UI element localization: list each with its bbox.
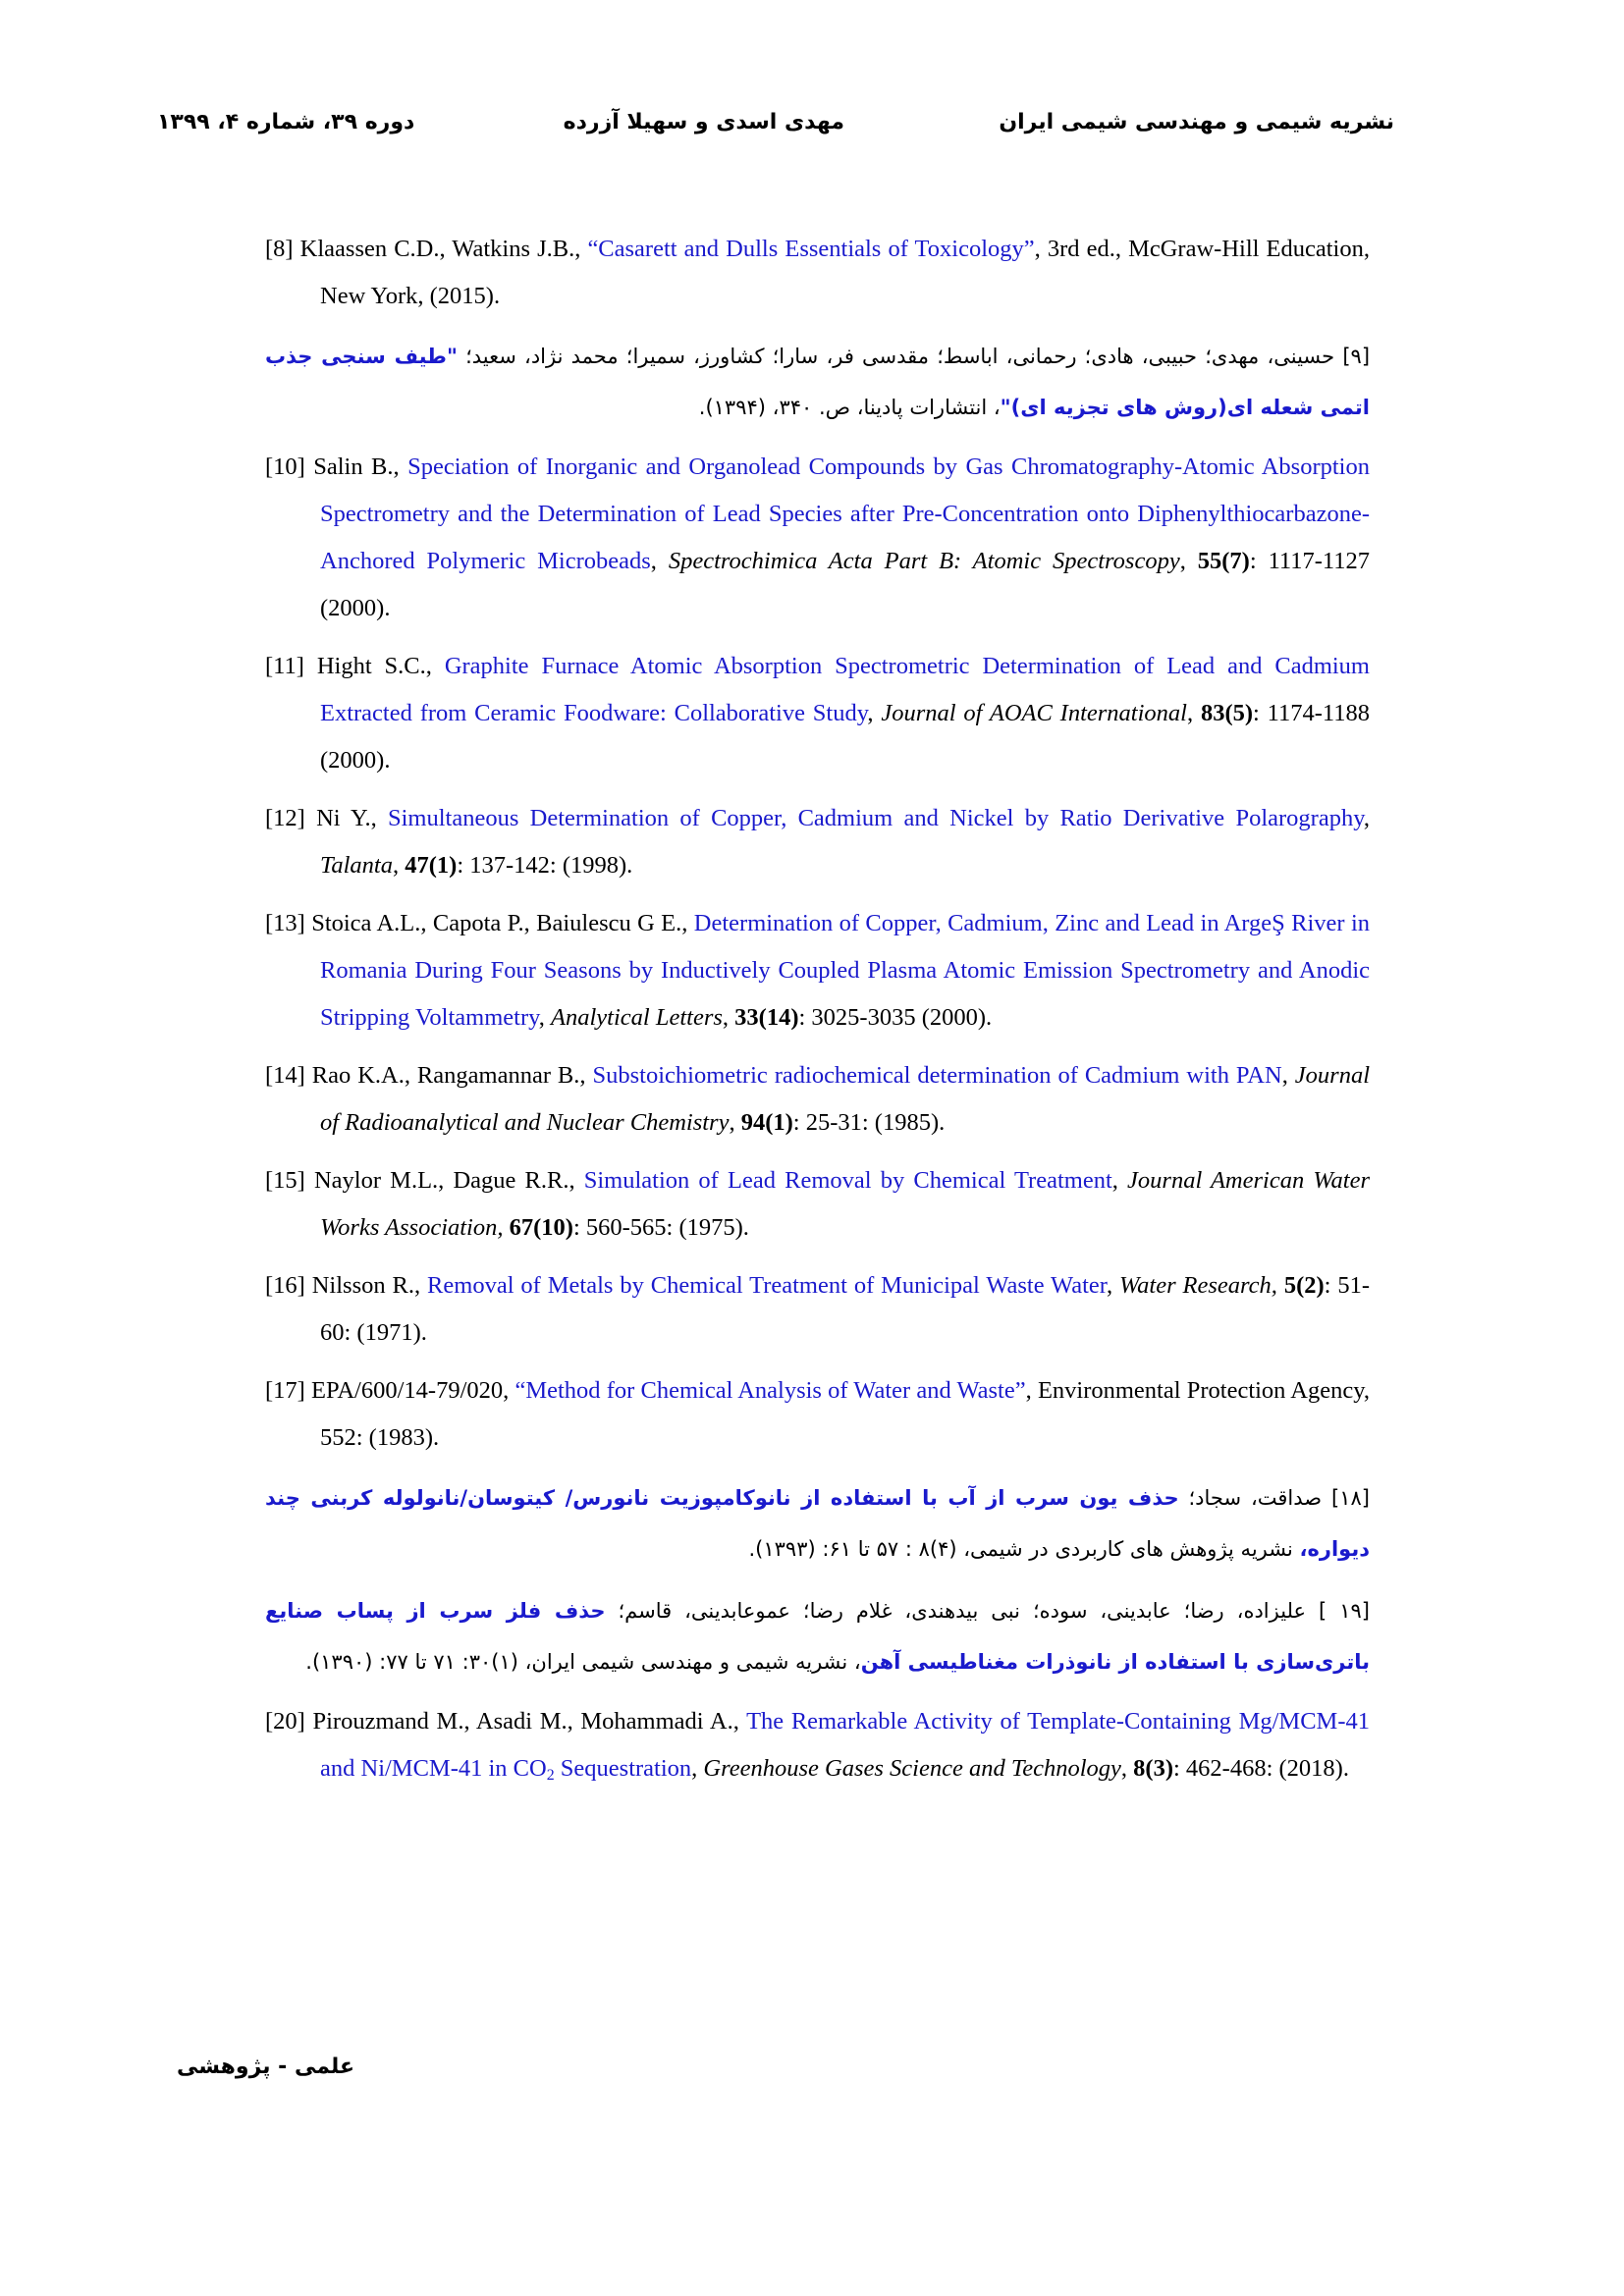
reference-item-19: [265, 1585, 1370, 1687]
reference-item-13: [265, 900, 1370, 1041]
ref-title-link[interactable]: Removal of Metals by Chemical Treatment of Municipal Waste Water: [427, 1272, 1107, 1299]
ref-authors: Ni Y.,: [304, 805, 388, 831]
reference-item-10: [265, 444, 1370, 632]
ref-title-subscript: 2: [546, 1766, 555, 1784]
reference-item-18: [265, 1472, 1370, 1575]
ref-journal: Journal American Water Works Association,: [320, 1167, 1370, 1241]
ref-title-link[interactable]: Simulation of Lead Removal by Chemical Treatment: [583, 1167, 1112, 1194]
ref-volume: 5(2): [1276, 1272, 1325, 1299]
ref-rest: , 3rd ed., McGraw-Hill Education, New York, (2015).: [320, 236, 1370, 309]
ref-volume: 83(5): [1200, 700, 1254, 726]
ref-authors: EPA/600/14-79/020,: [304, 1377, 515, 1404]
ref-number: [13]: [265, 910, 305, 936]
ref-volume: 94(1): [740, 1109, 793, 1136]
ref-pages: : 1174-1188 (2000).: [320, 700, 1371, 774]
ref-title-link[interactable]: “Casarett and Dulls Essentials of Toxicology”: [587, 236, 1035, 262]
ref-pages: : 560-565: (1975).: [572, 1214, 749, 1241]
ref-title-part: Sequestration: [554, 1755, 692, 1782]
ref-authors: Rao K.A., Rangamannar B.,: [304, 1062, 593, 1089]
ref-authors: Hight S.C.,: [303, 653, 445, 679]
ref-title-link[interactable]: Simultaneous Determination of Copper, Cadmium and Nickel by Ratio Derivative Polarography: [387, 805, 1364, 831]
ref-authors: Salin B.,: [304, 454, 408, 480]
header-issue: دوره ۳۹، شماره ۴، ۱۳۹۹: [157, 110, 415, 134]
ref-number: [۱۹ ]: [1319, 1599, 1370, 1623]
ref-separator: ,: [1179, 548, 1198, 574]
ref-authors: صداقت، سجاد؛: [1178, 1486, 1332, 1510]
ref-authors: Naylor M.L., Dague R.R.,: [304, 1167, 584, 1194]
ref-authors: Stoica A.L., Capota P., Baiulescu G E.,: [304, 910, 694, 936]
ref-number: [12]: [265, 805, 305, 831]
reference-item-9: [265, 331, 1370, 433]
ref-title-link[interactable]: “Method for Chemical Analysis of Water and Waste”: [514, 1377, 1026, 1404]
reference-item-12: [265, 795, 1370, 889]
ref-volume: 47(1): [405, 852, 458, 879]
ref-volume: 67(10): [503, 1214, 573, 1241]
ref-authors: Pirouzmand M., Asadi M., Mohammadi A.,: [304, 1708, 747, 1735]
ref-number: [۱۸]: [1331, 1486, 1370, 1510]
ref-rest: ، نشریه شیمی و مهندسی شیمی ایران، (۱)۳۰: ۷۱ تا ۷۷: (۱۳۹۰).: [305, 1650, 861, 1674]
ref-volume: 33(14): [734, 1004, 799, 1031]
ref-authors: علیزاده، رضا؛ عابدینی، سوده؛ نبی بیدهندی، غلام رضا؛ عموعابدینی، قاسم؛: [605, 1599, 1320, 1623]
ref-journal: Journal of AOAC International: [881, 700, 1187, 726]
ref-separator: ,: [1106, 1272, 1119, 1299]
ref-pages: : 3025-3035 (2000).: [798, 1004, 993, 1031]
header-journal-name: نشریه شیمی و مهندسی شیمی ایران: [999, 110, 1394, 134]
ref-journal: Analytical Letters: [551, 1004, 723, 1031]
ref-journal: Talanta: [320, 852, 393, 879]
reference-item-16: [265, 1262, 1370, 1357]
ref-title-link[interactable]: Determination of Copper, Cadmium, Zinc and Lead in ArgeŞ River in Romania During Four Seasons by Inductively Coupled Plasma Atomic Emission Spectrometry and Anodic Stripping Voltammetry: [320, 910, 1370, 1031]
ref-separator: ,: [722, 1004, 735, 1031]
ref-number: [17]: [265, 1377, 305, 1404]
ref-number: [15]: [265, 1167, 305, 1194]
ref-rest: نشریه پژوهش های کاربردی در شیمی، (۴)۸ : ۵۷ تا ۶۱: (۱۳۹۳).: [748, 1537, 1300, 1561]
ref-title-link[interactable]: Speciation of Inorganic and Organolead Compounds by Gas Chromatography-Atomic Absorption Spectrometry and the Determination of Lead Species after Pre-Concentration onto Diphenylthiocarbazone-Anchored Polymeric Microbeads: [320, 454, 1370, 574]
reference-item-8: [265, 226, 1370, 320]
ref-title-part: The Remarkable Activity of Template-Containing Mg/MCM-41 and Ni/MCM-41 in CO: [320, 1708, 1370, 1782]
ref-separator: ,: [729, 1109, 741, 1136]
ref-separator: ,: [1281, 1062, 1295, 1089]
ref-pages: : 462-468: (2018).: [1172, 1755, 1349, 1782]
ref-pages: : 25-31: (1985).: [792, 1109, 946, 1136]
reference-item-20: [265, 1698, 1370, 1792]
ref-journal: Greenhouse Gases Science and Technology: [703, 1755, 1121, 1782]
ref-journal: Spectrochimica Acta Part B: Atomic Spectroscopy: [668, 548, 1180, 574]
page-footer-label: علمی - پژوهشی: [177, 2055, 354, 2079]
ref-separator: ,: [867, 700, 882, 726]
reference-item-11: [265, 643, 1370, 784]
running-header: [157, 98, 1394, 147]
ref-title-link[interactable]: حذف یون سرب از آب با استفاده از نانوکامپوزیت نانورس/ کیتوسان/نانولوله کربنی چند دیواره،: [265, 1486, 1370, 1561]
ref-title-link[interactable]: حذف فلز سرب از پساب صنایع باتری‌سازی با استفاده از نانوذرات مغناطیسی آهن: [265, 1599, 1370, 1674]
ref-rest: , Environmental Protection Agency, 552: (1983).: [320, 1377, 1370, 1451]
ref-journal: Journal of Radioanalytical and Nuclear Chemistry: [320, 1062, 1371, 1136]
ref-number: [11]: [265, 653, 304, 679]
ref-separator: ,: [538, 1004, 552, 1031]
ref-title-link[interactable]: Substoichiometric radiochemical determination of Cadmium with PAN: [592, 1062, 1282, 1089]
ref-authors: Nilsson R.,: [304, 1272, 428, 1299]
ref-journal: Water Research,: [1118, 1272, 1277, 1299]
ref-number: [۹]: [1342, 345, 1371, 368]
ref-separator: ,: [1186, 700, 1201, 726]
reference-item-15: [265, 1157, 1370, 1252]
ref-pages: : 1117-1127 (2000).: [320, 548, 1370, 621]
reference-item-17: [265, 1367, 1370, 1462]
ref-separator: ,: [1363, 805, 1370, 831]
ref-title-link[interactable]: "طیف سنجی جذب اتمی شعله ای(روش های تجزیه ای)": [265, 345, 1370, 419]
ref-rest: ، انتشارات پادینا، ص. ۳۴۰، (۱۳۹۴).: [698, 396, 1001, 419]
ref-number: [14]: [265, 1062, 305, 1089]
ref-separator: ,: [1120, 1755, 1134, 1782]
ref-separator: ,: [1111, 1167, 1128, 1194]
ref-number: [16]: [265, 1272, 305, 1299]
ref-authors: حسینی، مهدی؛ حبیبی، هادی؛ رحمانی، اباسط؛ مقدسی فر، سارا؛ کشاورز، سمیرا؛ محمد نژاد، سعید؛: [457, 345, 1343, 368]
reference-item-14: [265, 1052, 1370, 1147]
ref-authors: Klaassen C.D., Watkins J.B.,: [293, 236, 588, 262]
ref-separator: ,: [393, 852, 406, 879]
ref-volume: 55(7): [1197, 548, 1250, 574]
ref-title-link[interactable]: Graphite Furnace Atomic Absorption Spectrometric Determination of Lead and Cadmium Extracted from Ceramic Foodware: Collaborative Study: [320, 653, 1370, 726]
ref-separator: ,: [650, 548, 669, 574]
reference-list: [265, 226, 1370, 1803]
ref-separator: ,: [691, 1755, 704, 1782]
ref-pages: : 51-60: (1971).: [320, 1272, 1371, 1346]
ref-number: [10]: [265, 454, 305, 480]
ref-pages: : 137-142: (1998).: [457, 852, 633, 879]
header-authors: مهدی اسدی و سهیلا آزرده: [563, 110, 844, 134]
ref-number: [8]: [265, 236, 294, 262]
ref-number: [20]: [265, 1708, 305, 1735]
ref-volume: 8(3): [1133, 1755, 1173, 1782]
